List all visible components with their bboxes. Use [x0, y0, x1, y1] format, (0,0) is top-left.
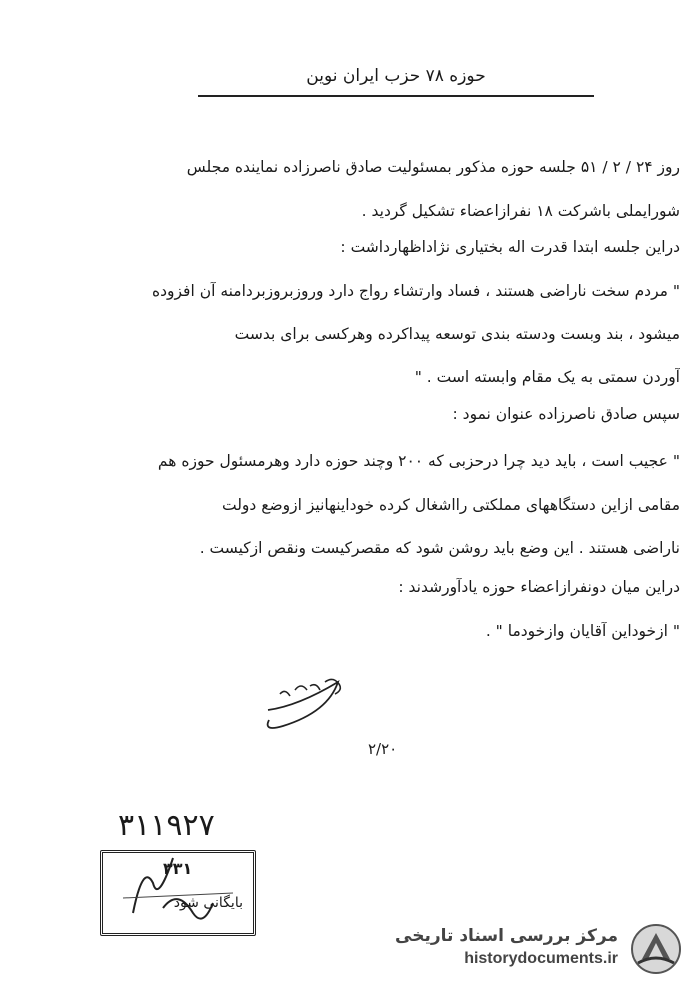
document-title: حوزه ۷۸ حزب ایران نوین	[306, 66, 486, 86]
stamp-number: ۳۳۱	[163, 859, 193, 878]
body-line: سپس صادق ناصرزاده عنوان نمود :	[452, 405, 680, 423]
watermark-title: مرکز بررسی اسناد تاریخی	[395, 926, 618, 946]
body-line: " ازخوداین آقایان وازخودما " .	[485, 622, 680, 640]
archive-number: ۳۱۱۹۲۷	[118, 808, 215, 843]
body-line: " مردم سخت ناراضی هستند ، فساد وارتشاء رواج دارد وروزبروزبردامنه آن افزوده	[152, 282, 680, 300]
body-line: شورایملی باشرکت ۱۸ نفرازاعضاء تشکیل گردید .	[361, 202, 680, 220]
body-line: میشود ، بند وبست ودسته بندی توسعه پیداکرده وهرکسی برای بدست	[234, 325, 680, 343]
archive-logo-icon	[630, 923, 682, 975]
signature-date: ۲/۲۰	[368, 740, 398, 758]
body-line: آوردن سمتی به یک مقام وابسته است . "	[414, 368, 680, 386]
body-line: مقامی ازاین دستگاههای مملکتی رااشغال کرده خوداینهانیز ازوضع دولت	[221, 496, 680, 514]
body-line: " عجیب است ، باید دید چرا درحزبی که ۲۰۰ وچند حوزه دارد وهرمسئول حوزه هم	[157, 452, 680, 470]
body-line: دراین جلسه ابتدا قدرت اله بختیاری نژاداظهارداشت :	[340, 238, 680, 256]
watermark-url: historydocuments.ir	[464, 950, 618, 967]
stamp-text: بایگانی شود	[173, 895, 243, 911]
archive-stamp	[100, 850, 256, 936]
body-line: روز ۲۴ / ۲ / ۵۱ جلسه حوزه مذکور بمسئولیت صادق ناصرزاده نماینده مجلس	[186, 158, 680, 176]
watermark	[360, 920, 690, 975]
body-line: ناراضی هستند . این وضع باید روشن شود که مقصرکیست ونقص ازکیست .	[199, 539, 680, 557]
title-underline	[198, 95, 594, 97]
handwritten-signature	[250, 670, 370, 750]
body-line: دراین میان دونفرازاعضاء حوزه یادآورشدند :	[398, 578, 680, 596]
